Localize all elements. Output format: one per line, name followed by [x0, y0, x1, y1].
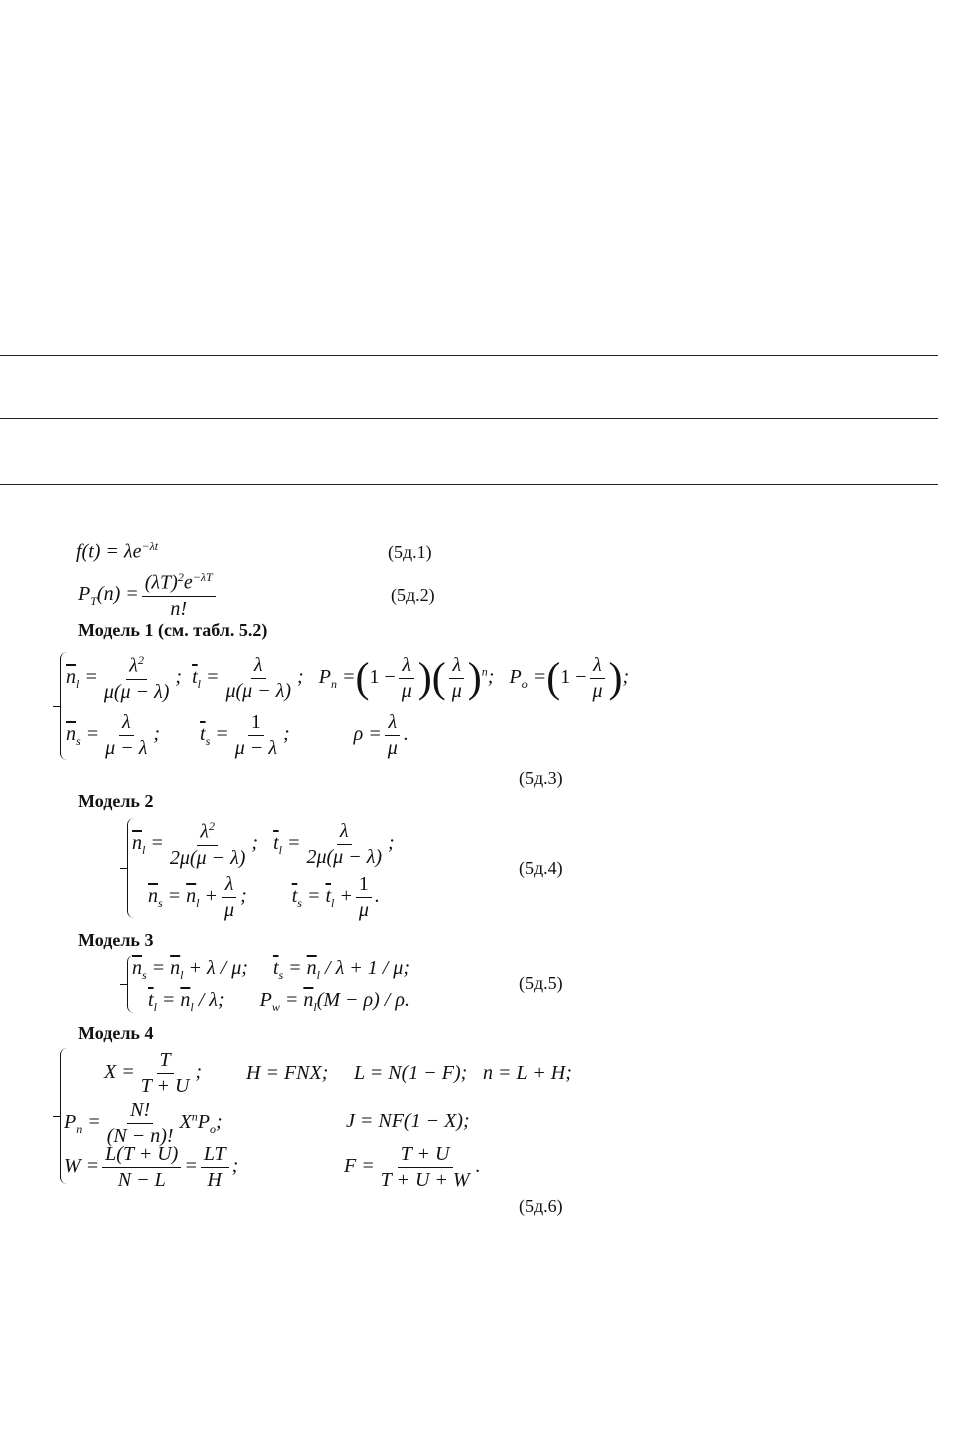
formula-model4-H: H = FNX;: [246, 1062, 329, 1084]
eq-number-5d2: (5д.2): [391, 585, 435, 605]
heading-model-1: Модель 1 (см. табл. 5.2): [78, 620, 268, 640]
formula-exponential-density: $f(t) = \lambda e^{-\lambda t}$: [76, 539, 159, 563]
eq-number-5d3: (5д.3): [519, 768, 563, 788]
formula-model4-F: F = $\frac{T + U}{T + U + W}$ .: [344, 1143, 481, 1191]
formula-model1-row2: $\overline{n}_s$ = $\frac{\lambda}{\mu - \lambda}$ ; $\overline{t}_s$ = $\frac{1}{\mu - \lambda}$ ; ρ = $\frac{\lambda}{\mu}$ .: [66, 711, 409, 759]
eq-number-5d1: (5д.1): [388, 542, 432, 562]
formula-model4-J: J = NF(1 − X);: [346, 1110, 470, 1132]
heading-model-4: Модель 4: [78, 1023, 154, 1043]
bottom-rule: [0, 484, 938, 485]
formula-model2-row1: $\overline{n}_l$ = $\frac{\lambda^2}{2\mu(\mu - \lambda)}$ ; $\overline{t}_l$ = $\frac{\lambda}{2\mu(\mu - \lambda)}$ ;: [132, 819, 395, 869]
middle-rule: [0, 418, 938, 419]
eq-number-5d4: (5д.4): [519, 858, 563, 878]
formula-model4-row1: X = $\frac{T}{T + U}$ ;: [104, 1049, 203, 1097]
heading-model-3: Модель 3: [78, 930, 154, 950]
top-rule: [0, 355, 938, 356]
formula-model4-W: W = $\frac{L(T + U)}{N - L}$ = $\frac{LT}{H}$ ;: [64, 1143, 239, 1191]
formula-model3-row1: $\overline{n}_s = \overline{n}_l + \lambda / \mu$; $\overline{t}_s = \overline{n}_l / \lambda + 1 / \mu$;: [132, 957, 410, 982]
heading-model-2: Модель 2: [78, 791, 154, 811]
eq-number-5d5: (5д.5): [519, 973, 563, 993]
formula-poisson-probability: $P_T(n)$ = $\frac{(\lambda T)^2e^{-\lambda T}}{n!}$: [78, 571, 219, 620]
formula-model4-L: L = N(1 − F);: [354, 1062, 468, 1084]
formula-model4-Pn: $P_n$ = $\frac{N!}{(N - n)!}$ $X^nP_o$;: [64, 1099, 223, 1147]
formula-model3-row2: $\overline{t}_l = \overline{n}_l / \lambda$; $P_w = \overline{n}_l(M - \rho) / \rho$.: [148, 989, 410, 1014]
formula-model4-n: n = L + H;: [483, 1062, 572, 1084]
eq-number-5d6: (5д.6): [519, 1196, 563, 1216]
formula-model1-row1: $\overline{n}_l$ = $\frac{\lambda^2}{\mu(\mu - \lambda)}$ ; $\overline{t}_l$ = $\frac{\lambda}{\mu(\mu - \lambda)}$ ; $P_n =(1$ − $\frac{\lambda}{\mu}$ )( $\frac{\lambda}{\mu}$ )$^n$; $P_o =(1$ − $\frac{\lambda}{\mu}$ );: [66, 653, 630, 703]
formula-model2-row2: $\overline{n}_s = \overline{n}_l$ + $\frac{\lambda}{\mu}$ ; $\overline{t}_s = \overline{t}_l$ + $\frac{1}{\mu}$ .: [148, 873, 380, 921]
